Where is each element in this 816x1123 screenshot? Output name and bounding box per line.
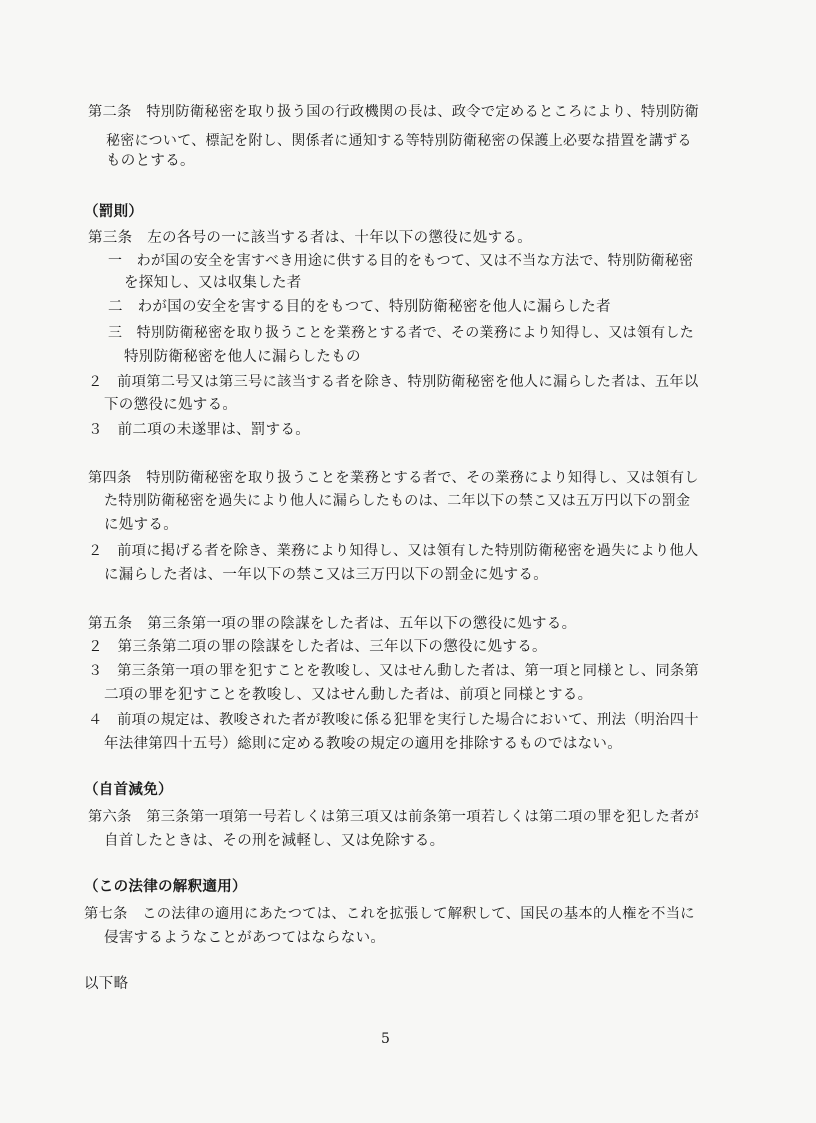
article4-line1: 第四条 特別防衛秘密を取り扱うことを業務とする者で、その業務により知得し、又は領有し	[88, 470, 699, 486]
article7-line1: 第七条 この法律の適用にあたつては、これを拡張して解釈して、国民の基本的人権を不当に	[84, 906, 695, 922]
heading-interpretation: （この法律の解釈適用）	[84, 878, 247, 895]
article5-para2: ２ 第三条第二項の罪の陰謀をした者は、三年以下の懲役に処する。	[88, 639, 547, 655]
article3-line1: 第三条 左の各号の一に該当する者は、十年以下の懲役に処する。	[88, 230, 532, 246]
heading-penalty: （罰則）	[84, 203, 144, 220]
article4-line3: に処する。	[104, 517, 178, 533]
article3-item1-line2: を探知し、又は収集した者	[124, 275, 302, 291]
article5-para4-line2: 年法律第四十五号）総則に定める教唆の規定の適用を排除するものではない。	[104, 736, 622, 752]
article3-item3-line1: 三 特別防衛秘密を取り扱うことを業務とする者で、その業務により知得し、又は領有した	[108, 325, 695, 341]
article3-para2-line2: 下の懲役に処する。	[104, 397, 238, 413]
article6-line1: 第六条 第三条第一項第一号若しくは第三項又は前条第一項若しくは第二項の罪を犯した者が	[88, 809, 700, 825]
article3-item3-line2: 特別防衛秘密を他人に漏らしたもの	[124, 349, 361, 365]
page-number: 5	[381, 1031, 391, 1047]
omitted-note: 以下略	[84, 976, 129, 992]
article3-item1-line1: 一 わが国の安全を害すべき用途に供する目的をもつて、又は不当な方法で、特別防衛秘密	[108, 253, 694, 269]
heading-surrender: （自首減免）	[84, 781, 173, 798]
article3-para3: ３ 前二項の未遂罪は、罰する。	[88, 422, 310, 438]
article7-line2: 侵害するようなことがあつてはならない。	[104, 930, 386, 946]
article4-line2: た特別防衛秘密を過失により他人に漏らしたものは、二年以下の禁こ又は五万円以下の罰金	[104, 493, 691, 509]
article5-para3-line2: 二項の罪を犯すことを教唆し、又はせん動した者は、前項と同様とする。	[104, 687, 593, 703]
article2-line1: 第二条 特別防衛秘密を取り扱う国の行政機関の長は、政令で定めるところにより、特別防衛	[88, 104, 700, 120]
article6-line2: 自首したときは、その刑を減軽し、又は免除する。	[104, 833, 445, 849]
article5-para3-line1: ３ 第三条第一項の罪を犯すことを教唆し、又はせん動した者は、第一項と同様とし、同条第	[88, 663, 700, 679]
article3-item2: 二 わが国の安全を害する目的をもつて、特別防衛秘密を他人に漏らした者	[108, 299, 611, 315]
article2-line3: ものとする。	[106, 153, 195, 169]
article4-para2-line1: ２ 前項に掲げる者を除き、業務により知得し、又は領有した特別防衛秘密を過失により他人	[88, 543, 699, 559]
article2-line2: 秘密について、標記を附し、関係者に通知する等特別防衛秘密の保護上必要な措置を講ずる	[106, 133, 692, 149]
article5-para4-line1: ４ 前項の規定は、教唆された者が教唆に係る犯罪を実行した場合において、刑法（明治四十	[88, 712, 699, 728]
article4-para2-line2: に漏らした者は、一年以下の禁こ又は三万円以下の罰金に処する。	[104, 567, 548, 583]
article3-para2-line1: ２ 前項第二号又は第三号に該当する者を除き、特別防衛秘密を他人に漏らした者は、五年以	[88, 374, 699, 390]
article5-line1: 第五条 第三条第一項の罪の陰謀をした者は、五年以下の懲役に処する。	[88, 616, 577, 632]
